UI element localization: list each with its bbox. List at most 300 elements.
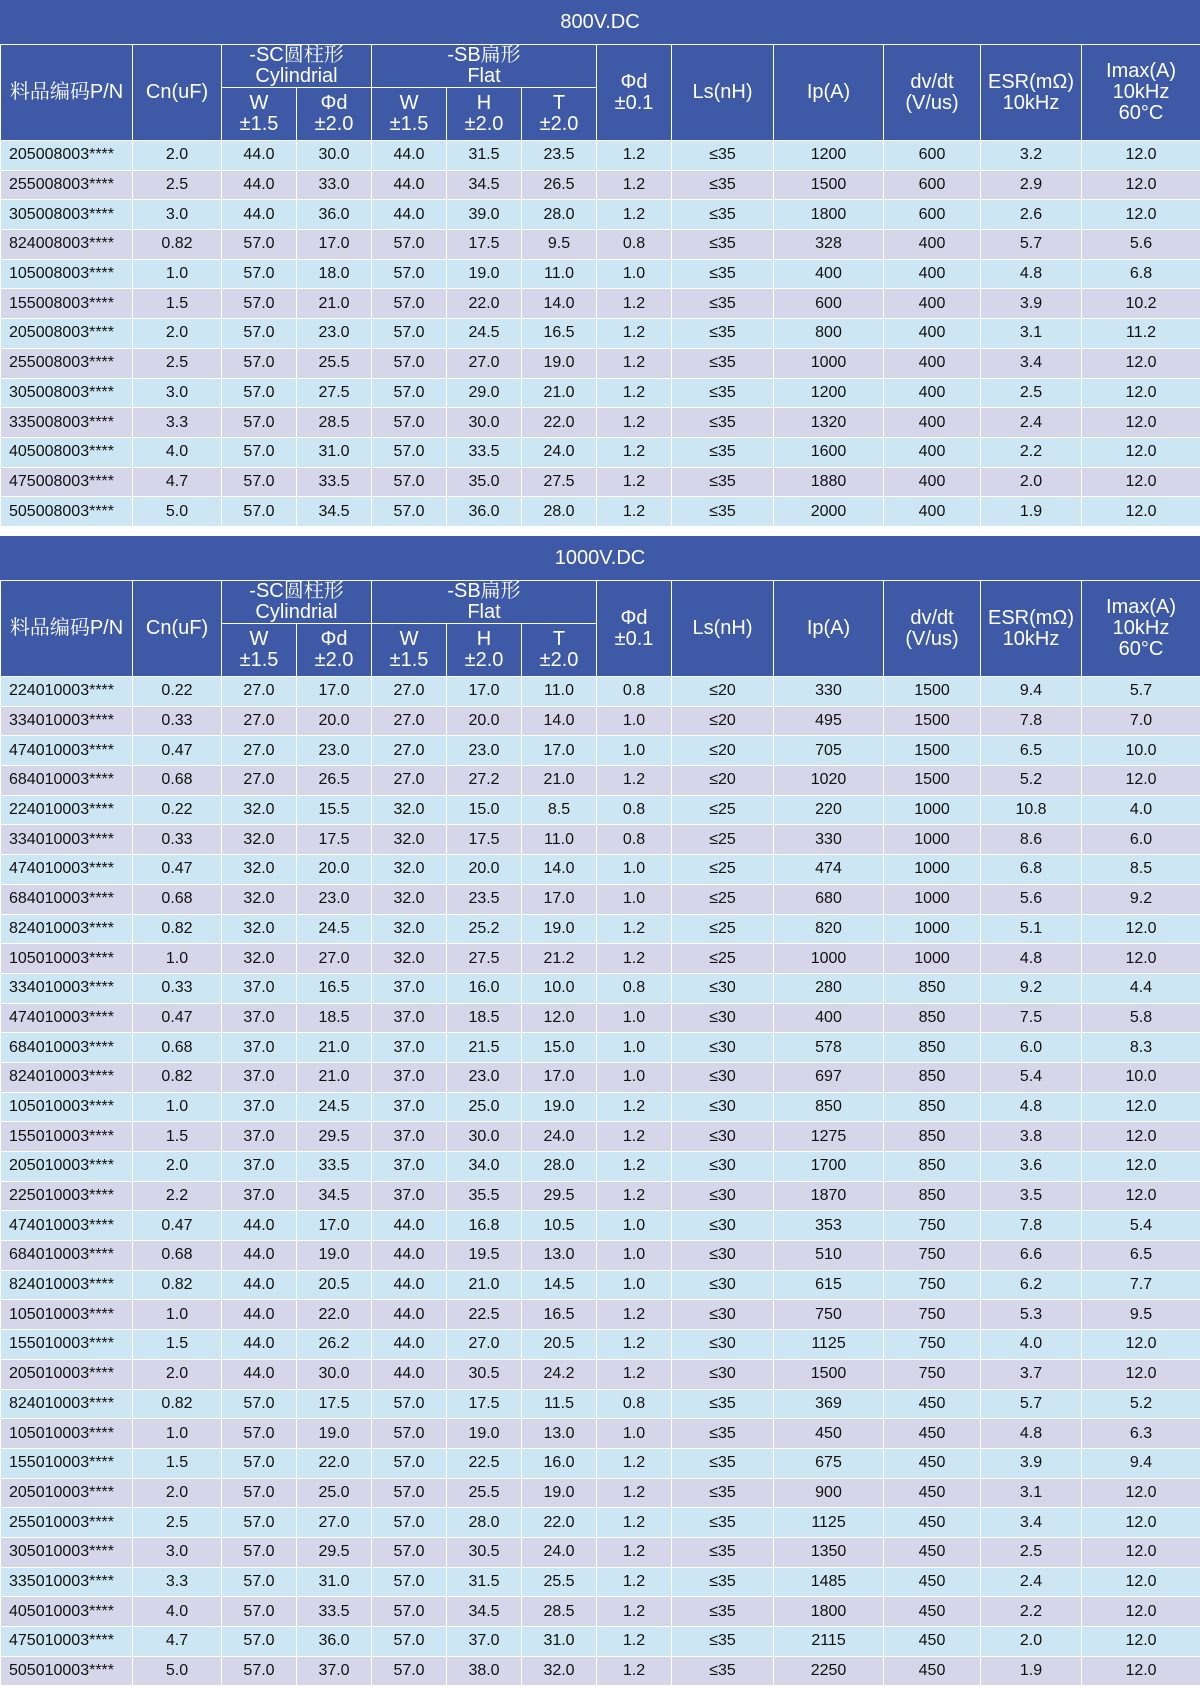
table-cell: 17.0 <box>297 1211 372 1241</box>
table-cell: ≤20 <box>672 736 774 766</box>
table-cell: 750 <box>884 1241 981 1271</box>
table-row <box>1 825 1200 855</box>
table-cell: 37.0 <box>372 973 447 1003</box>
table-cell: 37.0 <box>222 1003 297 1033</box>
table-cell: ≤30 <box>672 1122 774 1152</box>
table-cell: 57.0 <box>222 1627 297 1657</box>
table-cell: 0.68 <box>133 884 222 914</box>
table-cell: 12.0 <box>1082 1508 1200 1538</box>
table-cell: 1.0 <box>133 259 222 289</box>
table-cell: 2.0 <box>981 467 1082 497</box>
table-cell: 57.0 <box>222 1508 297 1538</box>
table-cell: 2.4 <box>981 408 1082 438</box>
part-number-cell: 335008003**** <box>1 408 133 438</box>
part-number-cell: 405008003**** <box>1 437 133 467</box>
table-cell: 750 <box>884 1330 981 1360</box>
table-cell: ≤20 <box>672 766 774 796</box>
table-cell: 20.5 <box>522 1330 597 1360</box>
header-pn: 料品编码P/N <box>1 45 133 141</box>
table-cell: 5.2 <box>1082 1389 1200 1419</box>
table-cell: 37.0 <box>447 1627 522 1657</box>
table-cell: 7.0 <box>1082 706 1200 736</box>
header-cn: Cn(uF) <box>133 581 222 677</box>
table-cell: 32.0 <box>222 795 297 825</box>
table-row <box>1 677 1200 707</box>
table-cell: 3.3 <box>133 1567 222 1597</box>
table-cell: 750 <box>884 1359 981 1389</box>
table-cell: 12.0 <box>1082 1478 1200 1508</box>
table-cell: 44.0 <box>222 1270 297 1300</box>
table-cell: ≤35 <box>672 378 774 408</box>
table-cell: 44.0 <box>372 1300 447 1330</box>
part-number-cell: 684010003**** <box>1 884 133 914</box>
table-cell: 57.0 <box>372 408 447 438</box>
part-number-cell: 305008003**** <box>1 200 133 230</box>
table-cell: 37.0 <box>372 1181 447 1211</box>
table-cell: 31.0 <box>297 1567 372 1597</box>
table-cell: 32.0 <box>372 855 447 885</box>
table-cell: 16.8 <box>447 1211 522 1241</box>
table-cell: 19.0 <box>447 259 522 289</box>
table-cell: 2115 <box>774 1627 884 1657</box>
table-cell: 3.2 <box>981 141 1082 171</box>
table-cell: 697 <box>774 1062 884 1092</box>
table-cell: 57.0 <box>222 319 297 349</box>
part-number-cell: 475010003**** <box>1 1627 133 1657</box>
table-row <box>1 1389 1200 1419</box>
table-cell: 35.0 <box>447 467 522 497</box>
table-cell: 27.0 <box>372 766 447 796</box>
table-cell: 44.0 <box>222 1330 297 1360</box>
table-cell: 1870 <box>774 1181 884 1211</box>
table-cell: 6.6 <box>981 1241 1082 1271</box>
table-cell: 0.47 <box>133 1211 222 1241</box>
table-cell: 31.5 <box>447 1567 522 1597</box>
table-cell: 400 <box>884 348 981 378</box>
table-row <box>1 1330 1200 1360</box>
table-cell: 10.0 <box>1082 736 1200 766</box>
table-cell: ≤35 <box>672 437 774 467</box>
table-cell: 3.3 <box>133 408 222 438</box>
table-row <box>1 289 1200 319</box>
table-cell: 57.0 <box>372 1508 447 1538</box>
table-cell: 29.5 <box>297 1122 372 1152</box>
table-cell: 2.5 <box>133 348 222 378</box>
table-cell: 1.0 <box>597 1241 672 1271</box>
table-cell: 57.0 <box>222 1656 297 1686</box>
table-cell: 14.0 <box>522 706 597 736</box>
table-cell: 20.5 <box>297 1270 372 1300</box>
table-cell: 20.0 <box>297 855 372 885</box>
table-cell: 24.0 <box>522 437 597 467</box>
table-cell: 28.0 <box>522 1152 597 1182</box>
table-cell: ≤25 <box>672 914 774 944</box>
table-cell: 30.5 <box>447 1359 522 1389</box>
table-cell: 35.5 <box>447 1181 522 1211</box>
table-cell: 33.5 <box>297 1152 372 1182</box>
part-number-cell: 155010003**** <box>1 1448 133 1478</box>
table-cell: 57.0 <box>222 1448 297 1478</box>
table-cell: ≤35 <box>672 1389 774 1419</box>
header-cn: Cn(uF) <box>133 45 222 141</box>
table-cell: 23.0 <box>447 736 522 766</box>
table-cell: 12.0 <box>1082 200 1200 230</box>
table-cell: ≤25 <box>672 944 774 974</box>
table-cell: 27.2 <box>447 766 522 796</box>
table-cell: 21.0 <box>522 766 597 796</box>
table-cell: 44.0 <box>222 1359 297 1389</box>
table-cell: 9.4 <box>981 677 1082 707</box>
table-cell: 27.5 <box>522 467 597 497</box>
table-cell: 5.4 <box>1082 1211 1200 1241</box>
table-cell: 21.2 <box>522 944 597 974</box>
table-cell: 4.0 <box>1082 795 1200 825</box>
table-cell: 44.0 <box>222 141 297 171</box>
table-cell: 57.0 <box>222 230 297 260</box>
table-cell: 1.0 <box>597 1062 672 1092</box>
table-cell: 1.2 <box>597 141 672 171</box>
table-cell: 12.0 <box>1082 766 1200 796</box>
table-cell: 1.0 <box>597 1033 672 1063</box>
table-cell: 30.0 <box>447 1122 522 1152</box>
table-cell: 2.5 <box>133 170 222 200</box>
table-cell: ≤30 <box>672 1270 774 1300</box>
table-cell: ≤35 <box>672 200 774 230</box>
table-cell: 12.0 <box>1082 348 1200 378</box>
table-row <box>1 706 1200 736</box>
table-cell: 2.2 <box>981 1597 1082 1627</box>
table-cell: 1800 <box>774 200 884 230</box>
table-cell: 23.0 <box>297 884 372 914</box>
table-cell: 850 <box>884 1122 981 1152</box>
table-cell: 450 <box>774 1419 884 1449</box>
part-number-cell: 305008003**** <box>1 378 133 408</box>
table-cell: 18.5 <box>297 1003 372 1033</box>
table-row <box>1 973 1200 1003</box>
table-cell: 57.0 <box>372 1567 447 1597</box>
table-cell: 12.0 <box>1082 467 1200 497</box>
table-cell: 29.0 <box>447 378 522 408</box>
part-number-cell: 155010003**** <box>1 1330 133 1360</box>
table-cell: 1.0 <box>597 884 672 914</box>
table-cell: 11.2 <box>1082 319 1200 349</box>
table-cell: 29.5 <box>522 1181 597 1211</box>
table-cell: 3.5 <box>981 1181 1082 1211</box>
table-cell: 600 <box>884 141 981 171</box>
part-number-cell: 205008003**** <box>1 319 133 349</box>
table-cell: 28.0 <box>522 200 597 230</box>
table-cell: 750 <box>884 1300 981 1330</box>
table-cell: 57.0 <box>222 408 297 438</box>
table-cell: 1000 <box>884 884 981 914</box>
table-row <box>1 1092 1200 1122</box>
header-pin-diameter: Φd ±0.1 <box>597 581 672 677</box>
table-cell: ≤35 <box>672 1448 774 1478</box>
table-cell: 474 <box>774 855 884 885</box>
part-number-cell: 105010003**** <box>1 944 133 974</box>
table-cell: ≤30 <box>672 1181 774 1211</box>
table-cell: 33.5 <box>447 437 522 467</box>
table-cell: 19.0 <box>522 914 597 944</box>
header-dvdt: dv/dt (V/us) <box>884 45 981 141</box>
table-cell: 34.5 <box>447 1597 522 1627</box>
table-cell: 44.0 <box>222 170 297 200</box>
table-cell: 12.0 <box>522 1003 597 1033</box>
table-cell: 10.8 <box>981 795 1082 825</box>
table-cell: 400 <box>884 319 981 349</box>
header-sc-group: -SC圆柱形 Cylindrial <box>222 45 372 88</box>
table-cell: 0.8 <box>597 230 672 260</box>
table-cell: 1.2 <box>597 766 672 796</box>
table-cell: 0.82 <box>133 914 222 944</box>
table-row <box>1 1211 1200 1241</box>
table-row <box>1 1359 1200 1389</box>
table-cell: 5.7 <box>981 1389 1082 1419</box>
table-cell: 369 <box>774 1389 884 1419</box>
table-cell: 0.47 <box>133 1003 222 1033</box>
header-sc-w: W ±1.5 <box>222 88 297 141</box>
table-cell: 2.0 <box>133 141 222 171</box>
table-cell: 0.8 <box>597 973 672 1003</box>
table-cell: 1125 <box>774 1330 884 1360</box>
table-cell: 23.0 <box>297 319 372 349</box>
table-cell: 800 <box>774 319 884 349</box>
table-cell: 5.0 <box>133 497 222 527</box>
table-cell: 57.0 <box>222 348 297 378</box>
table-cell: 2.4 <box>981 1567 1082 1597</box>
table-cell: 2.0 <box>133 319 222 349</box>
table-cell: 27.0 <box>222 736 297 766</box>
table-cell: 850 <box>884 1181 981 1211</box>
table-cell: 1500 <box>884 736 981 766</box>
table-cell: 6.5 <box>981 736 1082 766</box>
table-cell: 750 <box>884 1211 981 1241</box>
table-cell: 450 <box>884 1567 981 1597</box>
table-cell: 1.0 <box>597 706 672 736</box>
table-cell: 12.0 <box>1082 408 1200 438</box>
table-cell: 450 <box>884 1419 981 1449</box>
table-cell: 57.0 <box>372 378 447 408</box>
table-cell: 0.22 <box>133 677 222 707</box>
table-cell: 1.5 <box>133 289 222 319</box>
table-cell: ≤30 <box>672 1359 774 1389</box>
table-cell: 3.1 <box>981 1478 1082 1508</box>
table-cell: 9.2 <box>981 973 1082 1003</box>
table-row <box>1 766 1200 796</box>
table-cell: 12.0 <box>1082 170 1200 200</box>
table-cell: 6.3 <box>1082 1419 1200 1449</box>
table-cell: 2.0 <box>133 1359 222 1389</box>
table-cell: ≤35 <box>672 1537 774 1567</box>
table-row <box>1 467 1200 497</box>
table-cell: 1.2 <box>597 1122 672 1152</box>
table-cell: 850 <box>884 973 981 1003</box>
table-cell: 27.0 <box>222 677 297 707</box>
table-cell: 4.7 <box>133 1627 222 1657</box>
table-cell: 32.0 <box>372 825 447 855</box>
table-cell: 11.0 <box>522 677 597 707</box>
table-cell: 1.0 <box>133 1092 222 1122</box>
table-cell: 1.9 <box>981 1656 1082 1686</box>
table-row <box>1 437 1200 467</box>
table-row <box>1 1003 1200 1033</box>
table-cell: 37.0 <box>372 1033 447 1063</box>
table-cell: 8.5 <box>522 795 597 825</box>
table-row <box>1 1656 1200 1686</box>
table-cell: 8.5 <box>1082 855 1200 885</box>
table-cell: 7.7 <box>1082 1270 1200 1300</box>
header-pn: 料品编码P/N <box>1 581 133 677</box>
table-cell: ≤30 <box>672 1211 774 1241</box>
table-cell: 12.0 <box>1082 497 1200 527</box>
table-cell: 37.0 <box>372 1092 447 1122</box>
part-number-cell: 824010003**** <box>1 1062 133 1092</box>
table-cell: 280 <box>774 973 884 1003</box>
table-row <box>1 855 1200 885</box>
table-cell: 22.0 <box>297 1448 372 1478</box>
table-cell: 1.2 <box>597 467 672 497</box>
table-row <box>1 141 1200 171</box>
table-cell: 1500 <box>884 766 981 796</box>
table-cell: 4.7 <box>133 467 222 497</box>
table-cell: 30.0 <box>297 141 372 171</box>
table-cell: 1.2 <box>597 1508 672 1538</box>
table-cell: 1.2 <box>597 944 672 974</box>
part-number-cell: 255010003**** <box>1 1508 133 1538</box>
table-cell: 1485 <box>774 1567 884 1597</box>
table-cell: 28.0 <box>522 497 597 527</box>
part-number-cell: 474010003**** <box>1 855 133 885</box>
part-number-cell: 824008003**** <box>1 230 133 260</box>
table-cell: 57.0 <box>372 1627 447 1657</box>
table-cell: 850 <box>884 1152 981 1182</box>
table-cell: 22.5 <box>447 1448 522 1478</box>
table-cell: 38.0 <box>447 1656 522 1686</box>
table-cell: 17.5 <box>297 1389 372 1419</box>
table-cell: 25.0 <box>297 1478 372 1508</box>
table-row <box>1 795 1200 825</box>
table-cell: 5.4 <box>981 1062 1082 1092</box>
table-cell: 750 <box>774 1300 884 1330</box>
table-cell: 21.0 <box>297 1062 372 1092</box>
table-cell: 57.0 <box>372 1419 447 1449</box>
header-imax: Imax(A) 10kHz 60°C <box>1082 581 1200 677</box>
table-cell: 29.5 <box>297 1537 372 1567</box>
table-row <box>1 230 1200 260</box>
table-row <box>1 1597 1200 1627</box>
table-cell: 5.7 <box>1082 677 1200 707</box>
table-cell: 1.0 <box>133 944 222 974</box>
table-cell: 7.5 <box>981 1003 1082 1033</box>
table-cell: 37.0 <box>222 1033 297 1063</box>
table-cell: 4.0 <box>981 1330 1082 1360</box>
part-number-cell: 105008003**** <box>1 259 133 289</box>
table-cell: ≤25 <box>672 855 774 885</box>
table-cell: 1500 <box>774 170 884 200</box>
header-sc-d: Φd ±2.0 <box>297 624 372 677</box>
table-cell: 25.5 <box>522 1567 597 1597</box>
table-cell: 57.0 <box>222 497 297 527</box>
table-cell: 37.0 <box>372 1003 447 1033</box>
table-cell: 1125 <box>774 1508 884 1538</box>
table-row <box>1 1181 1200 1211</box>
header-ls: Ls(nH) <box>672 45 774 141</box>
table-cell: 12.0 <box>1082 1597 1200 1627</box>
table-cell: 820 <box>774 914 884 944</box>
table-cell: 3.4 <box>981 348 1082 378</box>
table-cell: 0.8 <box>597 677 672 707</box>
table-cell: 3.0 <box>133 200 222 230</box>
table-cell: 30.0 <box>447 408 522 438</box>
table-cell: ≤30 <box>672 973 774 1003</box>
table-cell: 12.0 <box>1082 1537 1200 1567</box>
table-cell: 23.5 <box>447 884 522 914</box>
table-cell: 44.0 <box>372 1211 447 1241</box>
table-cell: 1.2 <box>597 1181 672 1211</box>
table-cell: 400 <box>884 289 981 319</box>
table-cell: 22.5 <box>447 1300 522 1330</box>
part-number-cell: 255008003**** <box>1 348 133 378</box>
table-cell: ≤30 <box>672 1062 774 1092</box>
table-cell: 30.5 <box>447 1537 522 1567</box>
table-cell: 600 <box>884 170 981 200</box>
table-cell: 24.5 <box>447 319 522 349</box>
table-cell: 57.0 <box>372 1478 447 1508</box>
part-number-cell: 334010003**** <box>1 825 133 855</box>
table-cell: 1.2 <box>597 1567 672 1597</box>
table-cell: 15.5 <box>297 795 372 825</box>
section-800v <box>0 0 1200 527</box>
part-number-cell: 105010003**** <box>1 1300 133 1330</box>
table-cell: 24.0 <box>522 1122 597 1152</box>
table-cell: 27.0 <box>222 706 297 736</box>
table-cell: 32.0 <box>372 944 447 974</box>
table-cell: 36.0 <box>447 497 522 527</box>
table-cell: 0.68 <box>133 1241 222 1271</box>
table-cell: 400 <box>774 1003 884 1033</box>
header-esr: ESR(mΩ) 10kHz <box>981 45 1082 141</box>
table-cell: 450 <box>884 1656 981 1686</box>
table-cell: 3.6 <box>981 1152 1082 1182</box>
table-cell: 17.0 <box>297 230 372 260</box>
table-cell: 57.0 <box>222 259 297 289</box>
table-cell: 9.5 <box>1082 1300 1200 1330</box>
table-cell: 400 <box>884 467 981 497</box>
table-cell: 57.0 <box>372 1656 447 1686</box>
part-number-cell: 224010003**** <box>1 677 133 707</box>
table-cell: 1500 <box>884 706 981 736</box>
part-number-cell: 505008003**** <box>1 497 133 527</box>
table-cell: 21.0 <box>522 378 597 408</box>
table-cell: 57.0 <box>372 289 447 319</box>
part-number-cell: 105010003**** <box>1 1419 133 1449</box>
table-cell: 12.0 <box>1082 1181 1200 1211</box>
table-cell: 57.0 <box>222 467 297 497</box>
table-cell: 57.0 <box>372 437 447 467</box>
table-cell: 44.0 <box>372 1330 447 1360</box>
table-cell: 31.0 <box>522 1627 597 1657</box>
header-imax: Imax(A) 10kHz 60°C <box>1082 45 1200 141</box>
table-cell: 1500 <box>774 1359 884 1389</box>
table-cell: 1.2 <box>597 378 672 408</box>
table-cell: 2.6 <box>981 200 1082 230</box>
table-cell: 3.7 <box>981 1359 1082 1389</box>
table-cell: 27.0 <box>372 706 447 736</box>
table-cell: 21.5 <box>447 1033 522 1063</box>
table-cell: 39.0 <box>447 200 522 230</box>
table-row <box>1 319 1200 349</box>
part-number-cell: 205010003**** <box>1 1152 133 1182</box>
